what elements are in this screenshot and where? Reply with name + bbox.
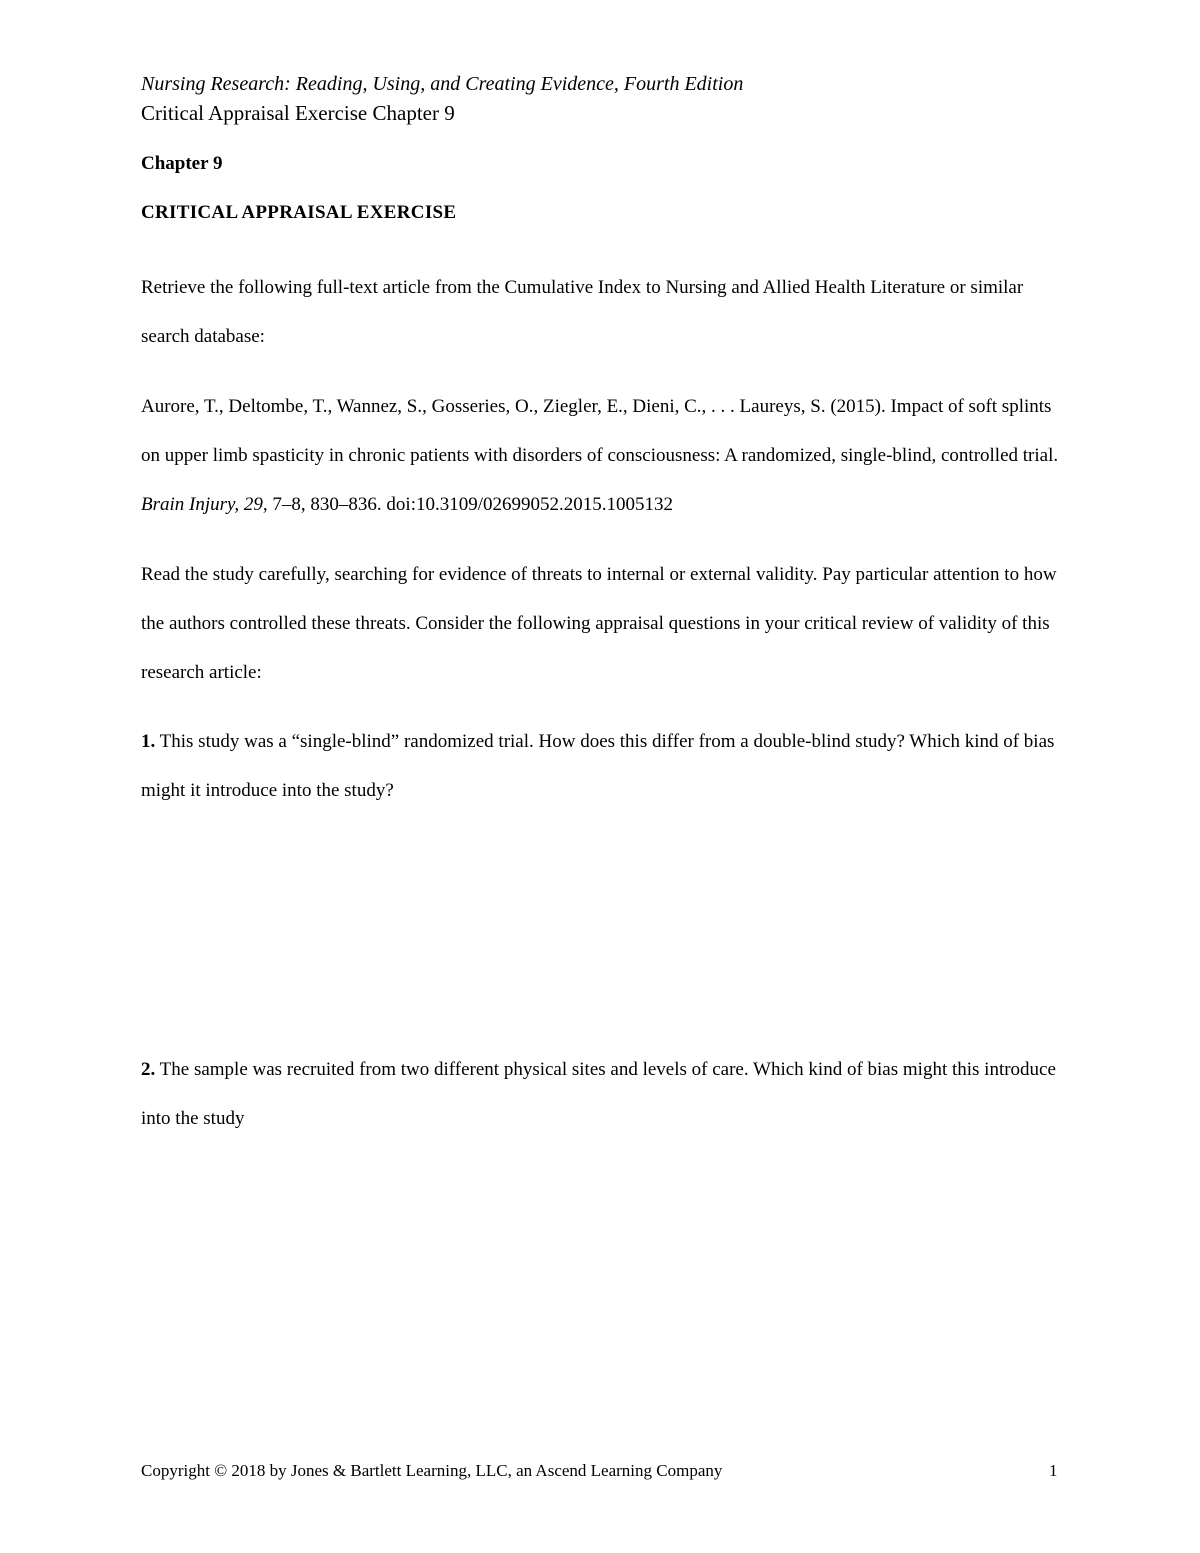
citation-paragraph (141, 382, 1071, 529)
intro-paragraph: Retrieve the following full-text article from the Cumulative Index to Nursing and Allied Health Literature or similar search database: (141, 277, 1024, 347)
journal-volume: Brain Injury, 29 (141, 494, 263, 515)
citation-pages-doi: , 7–8, 830–836. doi:10.3109/02699052.2015.1005132 (262, 494, 674, 515)
question-1-number: 1. (141, 731, 156, 752)
question-2-text: The sample was recruited from two different physical sites and levels of care. Which kind of bias might this introduce into the study (141, 1059, 1056, 1129)
copyright-footer: Copyright © 2018 by Jones & Bartlett Learning, LLC, an Ascend Learning Company (141, 1461, 723, 1480)
document-subtitle: Critical Appraisal Exercise Chapter 9 (141, 101, 455, 125)
question-2 (141, 1045, 1071, 1143)
page-number: 1 (1049, 1461, 1058, 1480)
question-1-text: This study was a “single-blind” randomized trial. How does this differ from a double-blind study? Which kind of bias might it introduce into the study? (141, 731, 1055, 801)
question-1 (141, 717, 1071, 815)
instructions-paragraph: Read the study carefully, searching for evidence of threats to internal or external validity. Pay particular attention to how the authors controlled these threats. Consider the following appraisal questions in your critical review of validity of this research article: (141, 564, 1057, 683)
question-2-number: 2. (141, 1059, 156, 1080)
book-title: Nursing Research: Reading, Using, and Creating Evidence, Fourth Edition (141, 73, 744, 95)
citation-text: Aurore, T., Deltombe, T., Wannez, S., Gosseries, O., Ziegler, E., Dieni, C., . . . Laureys, S. (2015). Impact of soft splints on upper limb spasticity in chronic patients with disorders of consciousness: A randomized, single-blind, controlled trial. (141, 396, 1059, 466)
chapter-heading: Chapter 9 (141, 153, 223, 174)
exercise-heading: CRITICAL APPRAISAL EXERCISE (141, 202, 457, 223)
